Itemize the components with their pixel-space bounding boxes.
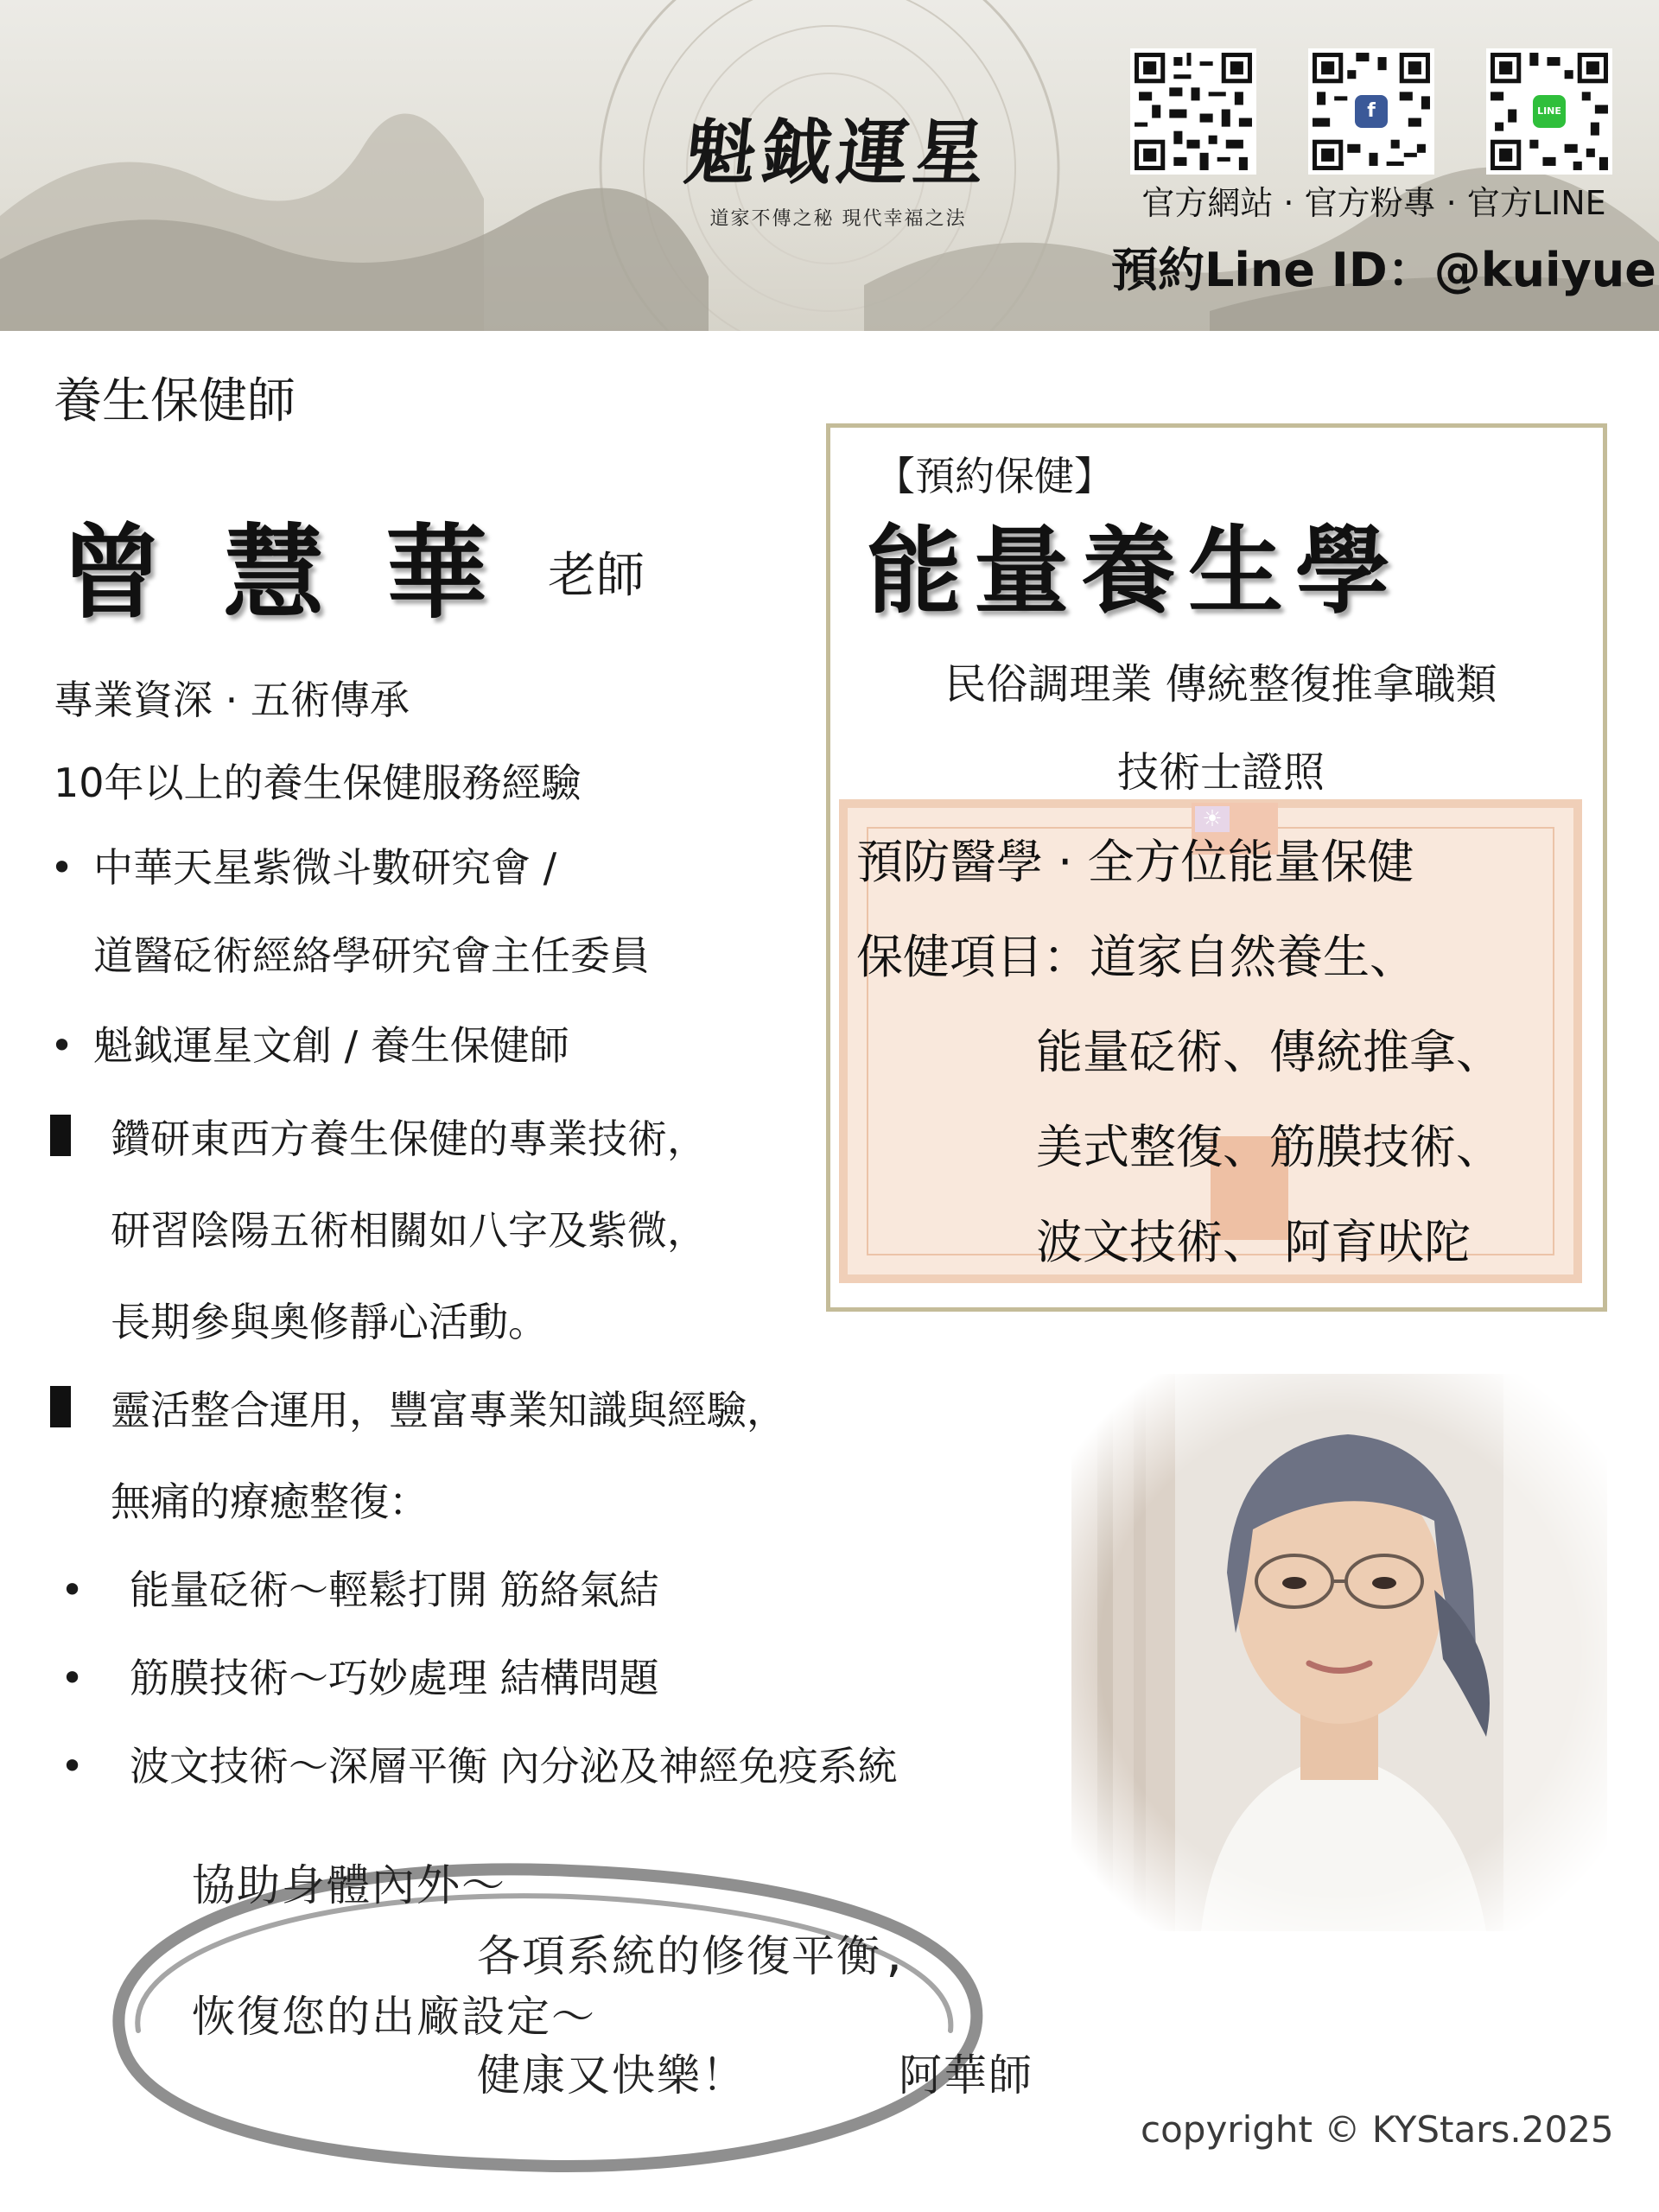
facebook-icon: f — [1355, 95, 1388, 128]
bullet-dot: • — [50, 844, 74, 891]
bullet-dot: • — [60, 1743, 85, 1789]
section-marker — [50, 1115, 71, 1156]
services-line: 保健項目：道家自然養生、 — [856, 930, 1416, 984]
teacher-portrait — [1071, 1374, 1607, 1931]
sun-icon: ☀ — [1195, 806, 1230, 832]
copyright-notice: copyright © KYStars.2025 — [1141, 2108, 1614, 2151]
technique-item: • 能量砭術～輕鬆打開 筋絡氣結 — [60, 1567, 659, 1613]
services-line: 預防醫學 · 全方位能量保健 — [856, 835, 1414, 889]
section2-line: 靈活整合運用，豐富專業知識與經驗， — [111, 1387, 786, 1433]
tagline-experience: 10年以上的養生保健服務經驗 — [54, 760, 582, 806]
license-line: 民俗調理業 傳統整復推拿職類 — [944, 660, 1497, 709]
header-banner — [0, 0, 1659, 331]
services-label: 【預約保健】 — [875, 453, 1114, 499]
section1-line: 長期參與奧修靜心活動。 — [111, 1299, 548, 1345]
brand-tagline: 道家不傳之秘 現代幸福之法 — [709, 208, 967, 230]
qr-code-row — [1130, 48, 1614, 178]
facebook-qr-code[interactable] — [1308, 48, 1434, 175]
technique-item: • 波文技術～深層平衡 內分泌及神經免疫系統 — [60, 1743, 898, 1789]
section2-line: 無痛的療癒整復： — [111, 1478, 429, 1525]
section-marker — [50, 1386, 71, 1427]
bullet-dot: • — [60, 1567, 85, 1613]
line-qr-code[interactable] — [1486, 48, 1612, 175]
service-item: 能量砭術、傳統推拿、 — [1036, 1025, 1503, 1079]
license-line: 技術士證照 — [1116, 748, 1325, 797]
technique-item: • 筋膜技術～巧妙處理 結構問題 — [60, 1655, 659, 1701]
service-item: 美式整復、筋膜技術、 — [1036, 1120, 1503, 1174]
services-box — [826, 423, 1607, 1312]
bullet-dot: • — [50, 1022, 74, 1069]
services-title: 能量養生學 — [867, 515, 1402, 626]
note-line: 恢復您的出廠設定～ — [192, 1992, 596, 2042]
section1-line: 研習陰陽五術相關如八字及紫微， — [111, 1207, 707, 1254]
bullet-dot: • — [60, 1655, 85, 1701]
qr-captions: 官方網站 · 官方粉專 · 官方LINE — [1141, 184, 1606, 222]
role-title: 養生保健師 — [54, 373, 296, 429]
affiliation-item-continued: 道醫砭術經絡學研究會主任委員 — [93, 932, 650, 979]
service-item: 波文技術、 阿育吠陀 — [1036, 1215, 1471, 1269]
teacher-name: 曾慧華 — [60, 512, 549, 632]
line-id: 預約Line ID：@kuiyue — [1111, 243, 1656, 297]
affiliation-item: • 中華天星紫微斗數研究會 / — [50, 844, 557, 891]
note-signature: 阿華師 — [899, 2050, 1033, 2101]
note-line: 健康又快樂！ — [477, 2050, 747, 2101]
tagline-expertise: 專業資深 · 五術傳承 — [54, 677, 410, 723]
teacher-title-suffix: 老師 — [548, 548, 645, 604]
affiliation-item: • 魁鉞運星文創 / 養生保健師 — [50, 1022, 569, 1069]
section1-line: 鑽研東西方養生保健的專業技術， — [111, 1116, 707, 1162]
website-qr-code[interactable] — [1130, 48, 1256, 175]
note-line: 協助身體內外～ — [192, 1860, 506, 1910]
brand-logo: 魁鉞運星 — [681, 111, 995, 194]
line-icon: LINE — [1533, 95, 1566, 128]
note-line: 各項系統的修復平衡, — [477, 1931, 910, 1981]
